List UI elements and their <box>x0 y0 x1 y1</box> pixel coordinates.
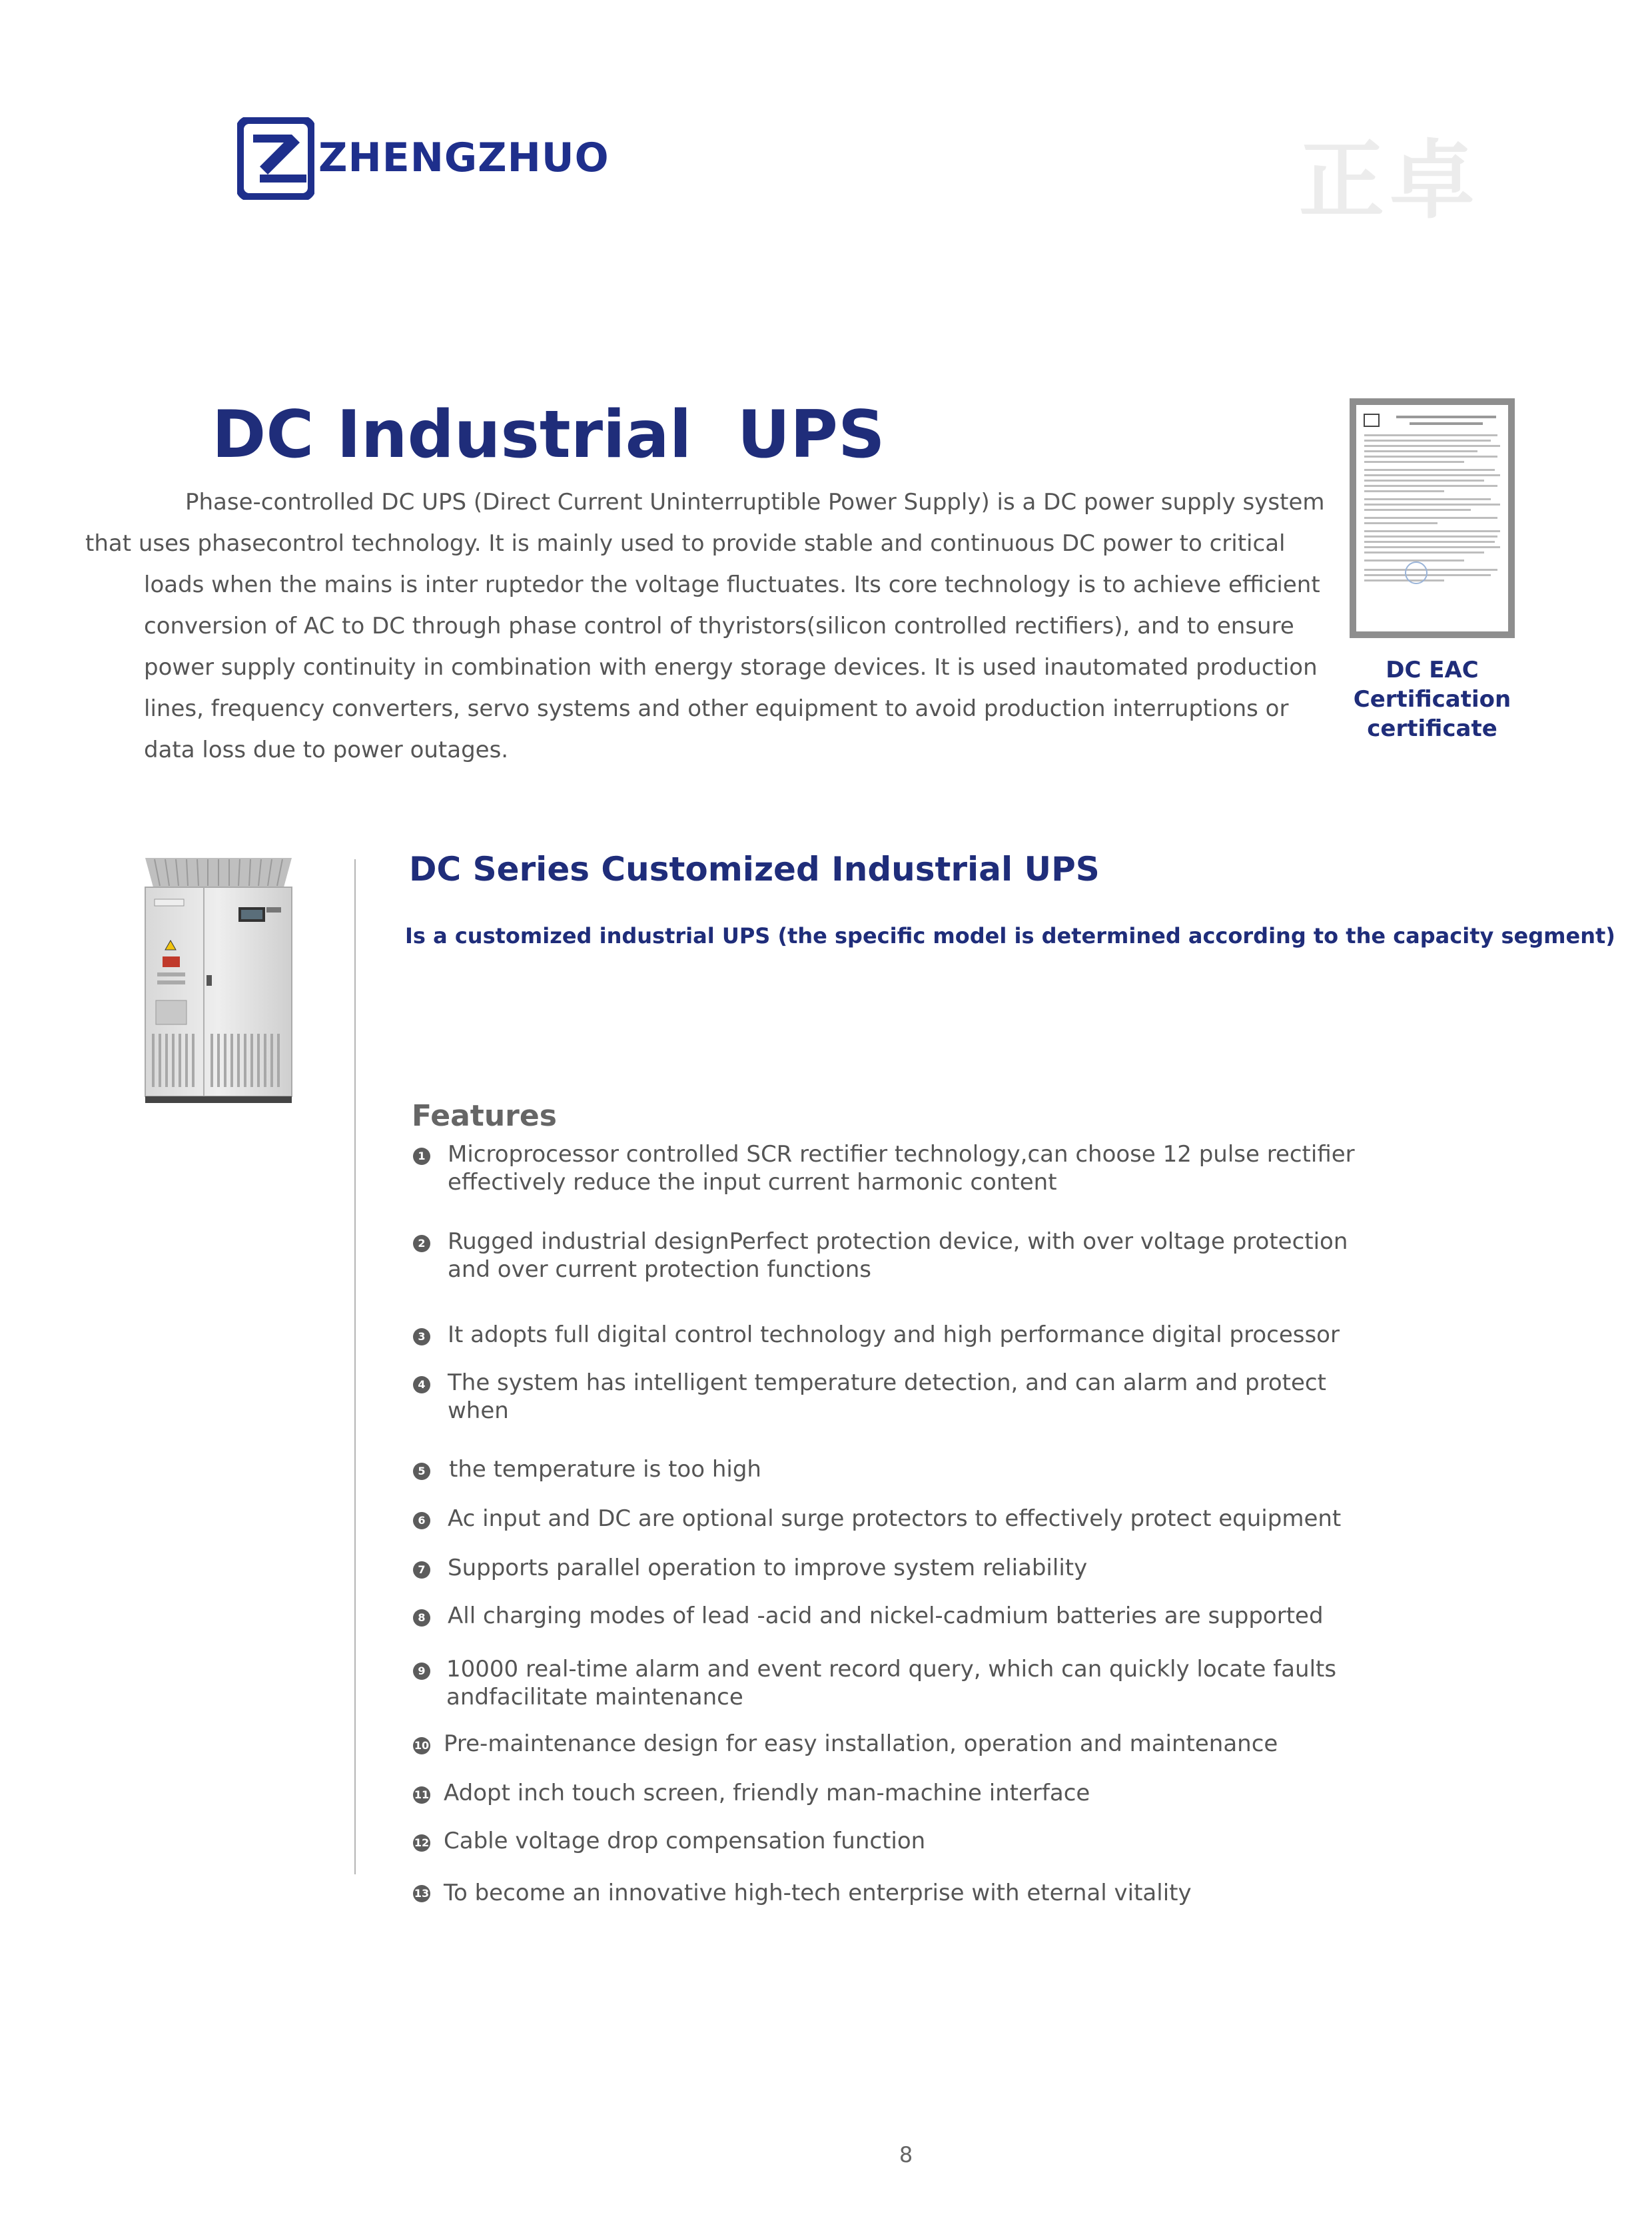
feature-number-badge: 13 <box>413 1885 430 1902</box>
feature-item: the temperature is too high <box>449 1456 761 1483</box>
feature-item: Rugged industrial designPerfect protection device, with over voltage protection and over current protection functions <box>448 1228 1348 1283</box>
feature-number-badge: 12 <box>413 1834 430 1852</box>
feature-number-badge: 9 <box>413 1663 430 1680</box>
logo-z-icon <box>237 117 314 200</box>
company-logo <box>237 117 637 200</box>
certificate-caption-line2: Certification certificate <box>1353 686 1511 742</box>
feature-item: Microprocessor controlled SCR rectifier technology,can choose 12 pulse rectifier effectively reduce the input current harmonic content <box>448 1141 1355 1196</box>
feature-number-badge: 6 <box>413 1512 430 1529</box>
intro-line: data loss due to power outages. <box>144 737 509 763</box>
feature-number-badge: 1 <box>413 1148 430 1165</box>
series-title: DC Series Customized Industrial UPS <box>409 850 1100 889</box>
vertical-divider <box>354 859 356 1874</box>
ups-cabinet-image <box>141 850 296 1106</box>
feature-number-badge: 7 <box>413 1561 430 1579</box>
feature-item: Supports parallel operation to improve system reliability <box>448 1555 1088 1581</box>
feature-item: Adopt inch touch screen, friendly man-machine interface <box>444 1780 1090 1806</box>
feature-item: It adopts full digital control technology and high performance digital processor <box>448 1321 1340 1348</box>
certificate-text-lines <box>1356 405 1508 631</box>
feature-number-badge: 11 <box>413 1786 430 1804</box>
feature-item: To become an innovative high-tech enterprise with eternal vitality <box>444 1880 1192 1906</box>
features-heading: Features <box>412 1099 557 1133</box>
certificate-caption-line1: DC EAC <box>1386 657 1479 683</box>
feature-item: Cable voltage drop compensation function <box>444 1828 926 1854</box>
feature-number-badge: 4 <box>413 1376 430 1393</box>
feature-item: 10000 real-time alarm and event record query, which can quickly locate faults andfacilitate maintenance <box>446 1656 1337 1710</box>
intro-line: conversion of AC to DC through phase control of thyristors(silicon controlled rectifiers), and to ensure <box>144 613 1294 639</box>
feature-number-badge: 5 <box>413 1463 430 1480</box>
feature-number-badge: 10 <box>413 1737 430 1754</box>
feature-number-badge: 3 <box>413 1328 430 1345</box>
feature-number-badge: 8 <box>413 1609 430 1627</box>
intro-line: Phase-controlled DC UPS (Direct Current Uninterruptible Power Supply) is a DC power supply system <box>185 489 1325 516</box>
feature-item: Ac input and DC are optional surge protectors to effectively protect equipment <box>448 1505 1342 1532</box>
certificate-image <box>1350 398 1515 638</box>
series-subtitle: Is a customized industrial UPS (the specific model is determined according to the capacity segment) <box>405 923 1615 948</box>
page-title: DC Industrial UPS <box>212 397 885 473</box>
logo-text: ZHENGZHUO <box>318 135 610 181</box>
certificate-caption <box>1292 655 1572 743</box>
certificate-document <box>1356 405 1508 631</box>
feature-item: The system has intelligent temperature detection, and can alarm and protect when <box>448 1369 1326 1424</box>
feature-item: Pre-maintenance design for easy installation, operation and maintenance <box>444 1730 1278 1757</box>
intro-line: lines, frequency converters, servo systems and other equipment to avoid production interruptions or <box>144 695 1289 722</box>
intro-line: power supply continuity in combination with energy storage devices. It is used inautomated production <box>144 654 1318 681</box>
page-number: 8 <box>899 2142 913 2167</box>
intro-line: that uses phasecontrol technology. It is mainly used to provide stable and continuous DC power to critical <box>85 530 1286 557</box>
chinese-brand-mark: 正卓 <box>1299 131 1481 230</box>
feature-number-badge: 2 <box>413 1235 430 1252</box>
intro-line: loads when the mains is inter ruptedor the voltage fluctuates. Its core technology is to achieve efficient <box>144 571 1320 598</box>
feature-item: All charging modes of lead -acid and nickel-cadmium batteries are supported <box>448 1603 1324 1629</box>
